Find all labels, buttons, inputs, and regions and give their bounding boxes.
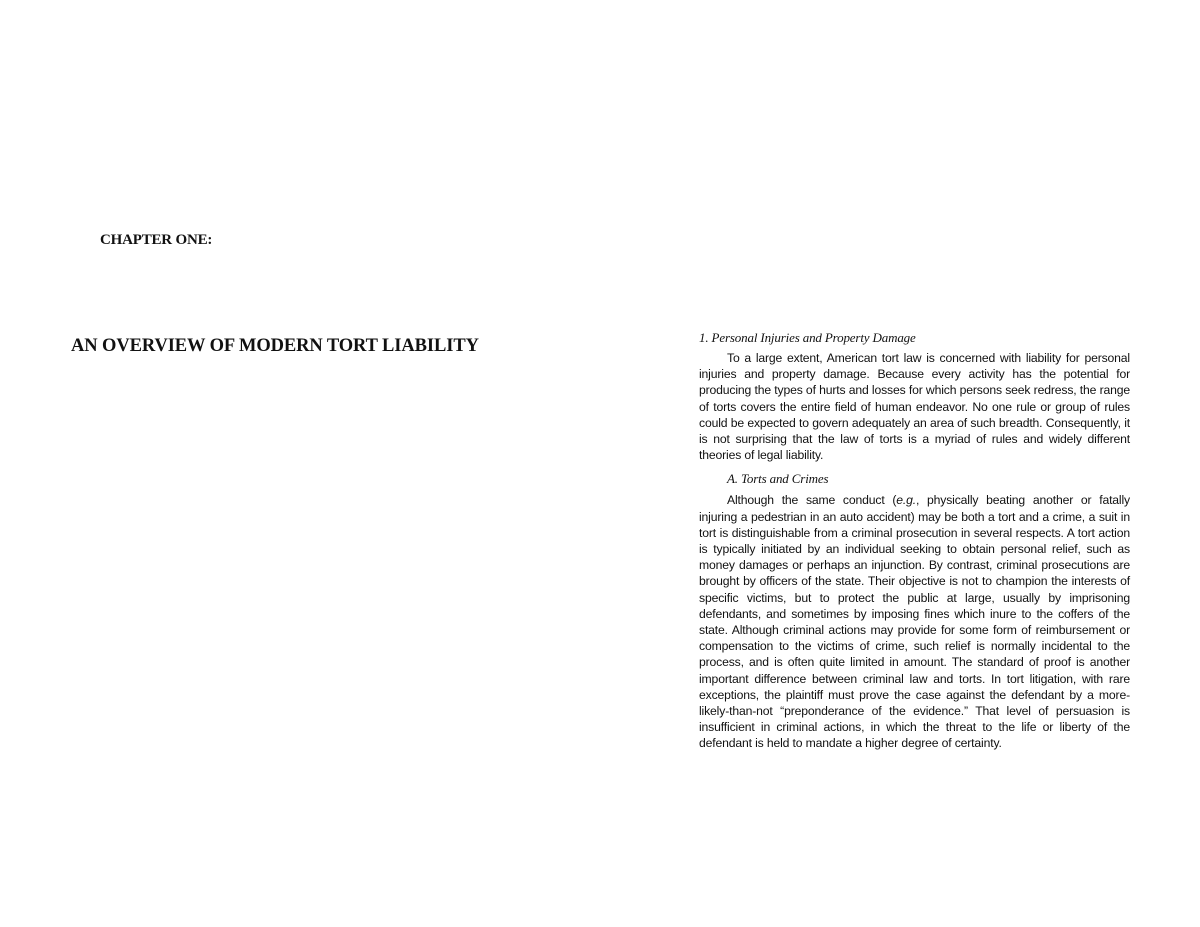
body-text-column bbox=[699, 329, 1130, 752]
subsection-heading: A. Torts and Crimes bbox=[727, 471, 829, 487]
section-paragraph: To a large extent, American tort law is concerned with liability for personal injuries and property damage. Because every activity has the potential for producing the types of hurts and losses for which persons seek redress, the range of torts covers the entire field of human endeavor. No one rule or group of rules could be expected to govern adequately an area of such breadth. Consequently, it is not surprising that the law of torts is a myriad of rules and widely different theories of legal liability. bbox=[699, 351, 1130, 463]
paragraph-intro-text: Although the same conduct ( bbox=[727, 493, 897, 508]
section-heading: 1. Personal Injuries and Property Damage bbox=[699, 330, 916, 345]
chapter-title: AN OVERVIEW OF MODERN TORT LIABILITY bbox=[71, 336, 479, 356]
chapter-label: CHAPTER ONE: bbox=[100, 232, 213, 248]
right-page bbox=[600, 0, 1200, 927]
paragraph-emphasis-text: e.g. bbox=[896, 493, 916, 508]
paragraph-rest-text: , physically beating another or fatally injuring a pedestrian in an auto accident) may be both a tort and a crime, a suit in tort is distinguishable from a criminal prosecution in several respects. A tort action is typically initiated by an individual seeking to obtain personal relief, such as money damages or perhaps an injunction. By contrast, criminal prosecutions are brought by officers of the state. Their objective is not to champion the interests of specific victims, but to protect the public at large, usually by imprisoning defendants, and sometimes by imposing fines which inure to the coffers of the state. Although criminal actions may provide for some form of reimbursement or compensation to the victims of crime, such relief is normally incidental to the process, and is often quite limited in amount. The standard of proof is another important difference between criminal law and torts. In tort litigation, with rare exceptions, the plaintiff must prove the case against the defendant by a more-likely-than-not “preponderance of the evidence.” That level of persuasion is insufficient in criminal actions, in which the threat to the life or liberty of the defendant is held to mandate a higher degree of certainty. bbox=[699, 493, 1130, 751]
subsection-paragraph bbox=[699, 492, 1130, 751]
